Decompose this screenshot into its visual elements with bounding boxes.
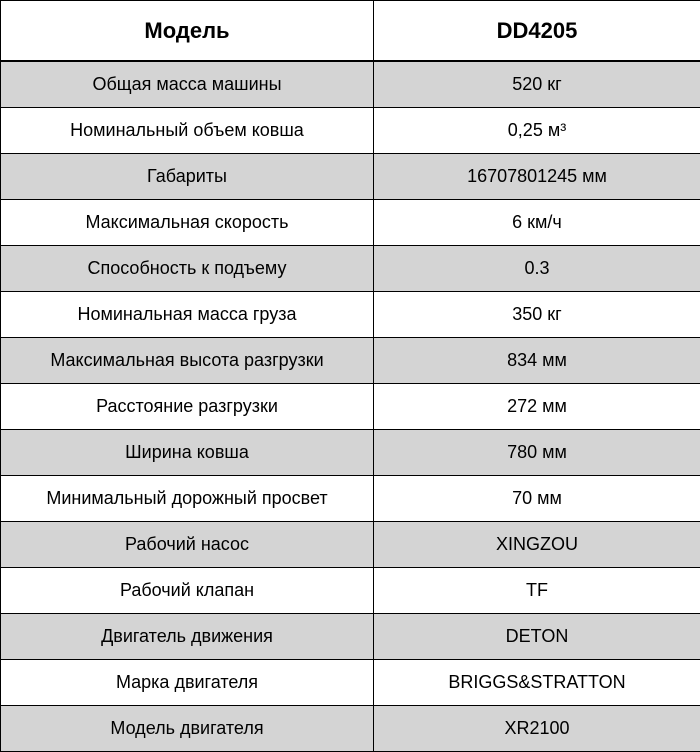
- table-row: [1, 292, 700, 338]
- row-value: XR2100: [374, 706, 700, 752]
- header-model-value: DD4205: [374, 1, 700, 62]
- table-row: [1, 430, 700, 476]
- table-row: [1, 522, 700, 568]
- header-row: [1, 1, 700, 62]
- row-value: 0,25 м³: [374, 108, 700, 154]
- row-label: Способность к подъему: [1, 246, 374, 292]
- header-model-label: Модель: [1, 1, 374, 62]
- row-label: Рабочий клапан: [1, 568, 374, 614]
- table-row: [1, 61, 700, 108]
- table-row: [1, 660, 700, 706]
- row-value: 780 мм: [374, 430, 700, 476]
- spec-table-header: [1, 1, 700, 62]
- row-value: TF: [374, 568, 700, 614]
- row-value: 16707801245 мм: [374, 154, 700, 200]
- row-value: 350 кг: [374, 292, 700, 338]
- table-row: [1, 476, 700, 522]
- row-label: Минимальный дорожный просвет: [1, 476, 374, 522]
- row-label: Максимальная скорость: [1, 200, 374, 246]
- table-row: [1, 246, 700, 292]
- table-row: [1, 200, 700, 246]
- row-label: Расстояние разгрузки: [1, 384, 374, 430]
- row-value: 0.3: [374, 246, 700, 292]
- table-row: [1, 614, 700, 660]
- table-row: [1, 154, 700, 200]
- row-value: 834 мм: [374, 338, 700, 384]
- row-value: BRIGGS&STRATTON: [374, 660, 700, 706]
- row-label: Марка двигателя: [1, 660, 374, 706]
- table-row: [1, 384, 700, 430]
- row-value: DETON: [374, 614, 700, 660]
- row-label: Габариты: [1, 154, 374, 200]
- table-row: [1, 568, 700, 614]
- spec-table-body: [1, 61, 700, 752]
- table-row: [1, 108, 700, 154]
- row-label: Ширина ковша: [1, 430, 374, 476]
- table-row: [1, 706, 700, 752]
- row-label: Максимальная высота разгрузки: [1, 338, 374, 384]
- row-value: 70 мм: [374, 476, 700, 522]
- row-label: Модель двигателя: [1, 706, 374, 752]
- row-label: Общая масса машины: [1, 61, 374, 108]
- row-value: 520 кг: [374, 61, 700, 108]
- row-label: Рабочий насос: [1, 522, 374, 568]
- row-value: XINGZOU: [374, 522, 700, 568]
- row-label: Номинальный объем ковша: [1, 108, 374, 154]
- table-row: [1, 338, 700, 384]
- row-value: 6 км/ч: [374, 200, 700, 246]
- row-value: 272 мм: [374, 384, 700, 430]
- row-label: Номинальная масса груза: [1, 292, 374, 338]
- row-label: Двигатель движения: [1, 614, 374, 660]
